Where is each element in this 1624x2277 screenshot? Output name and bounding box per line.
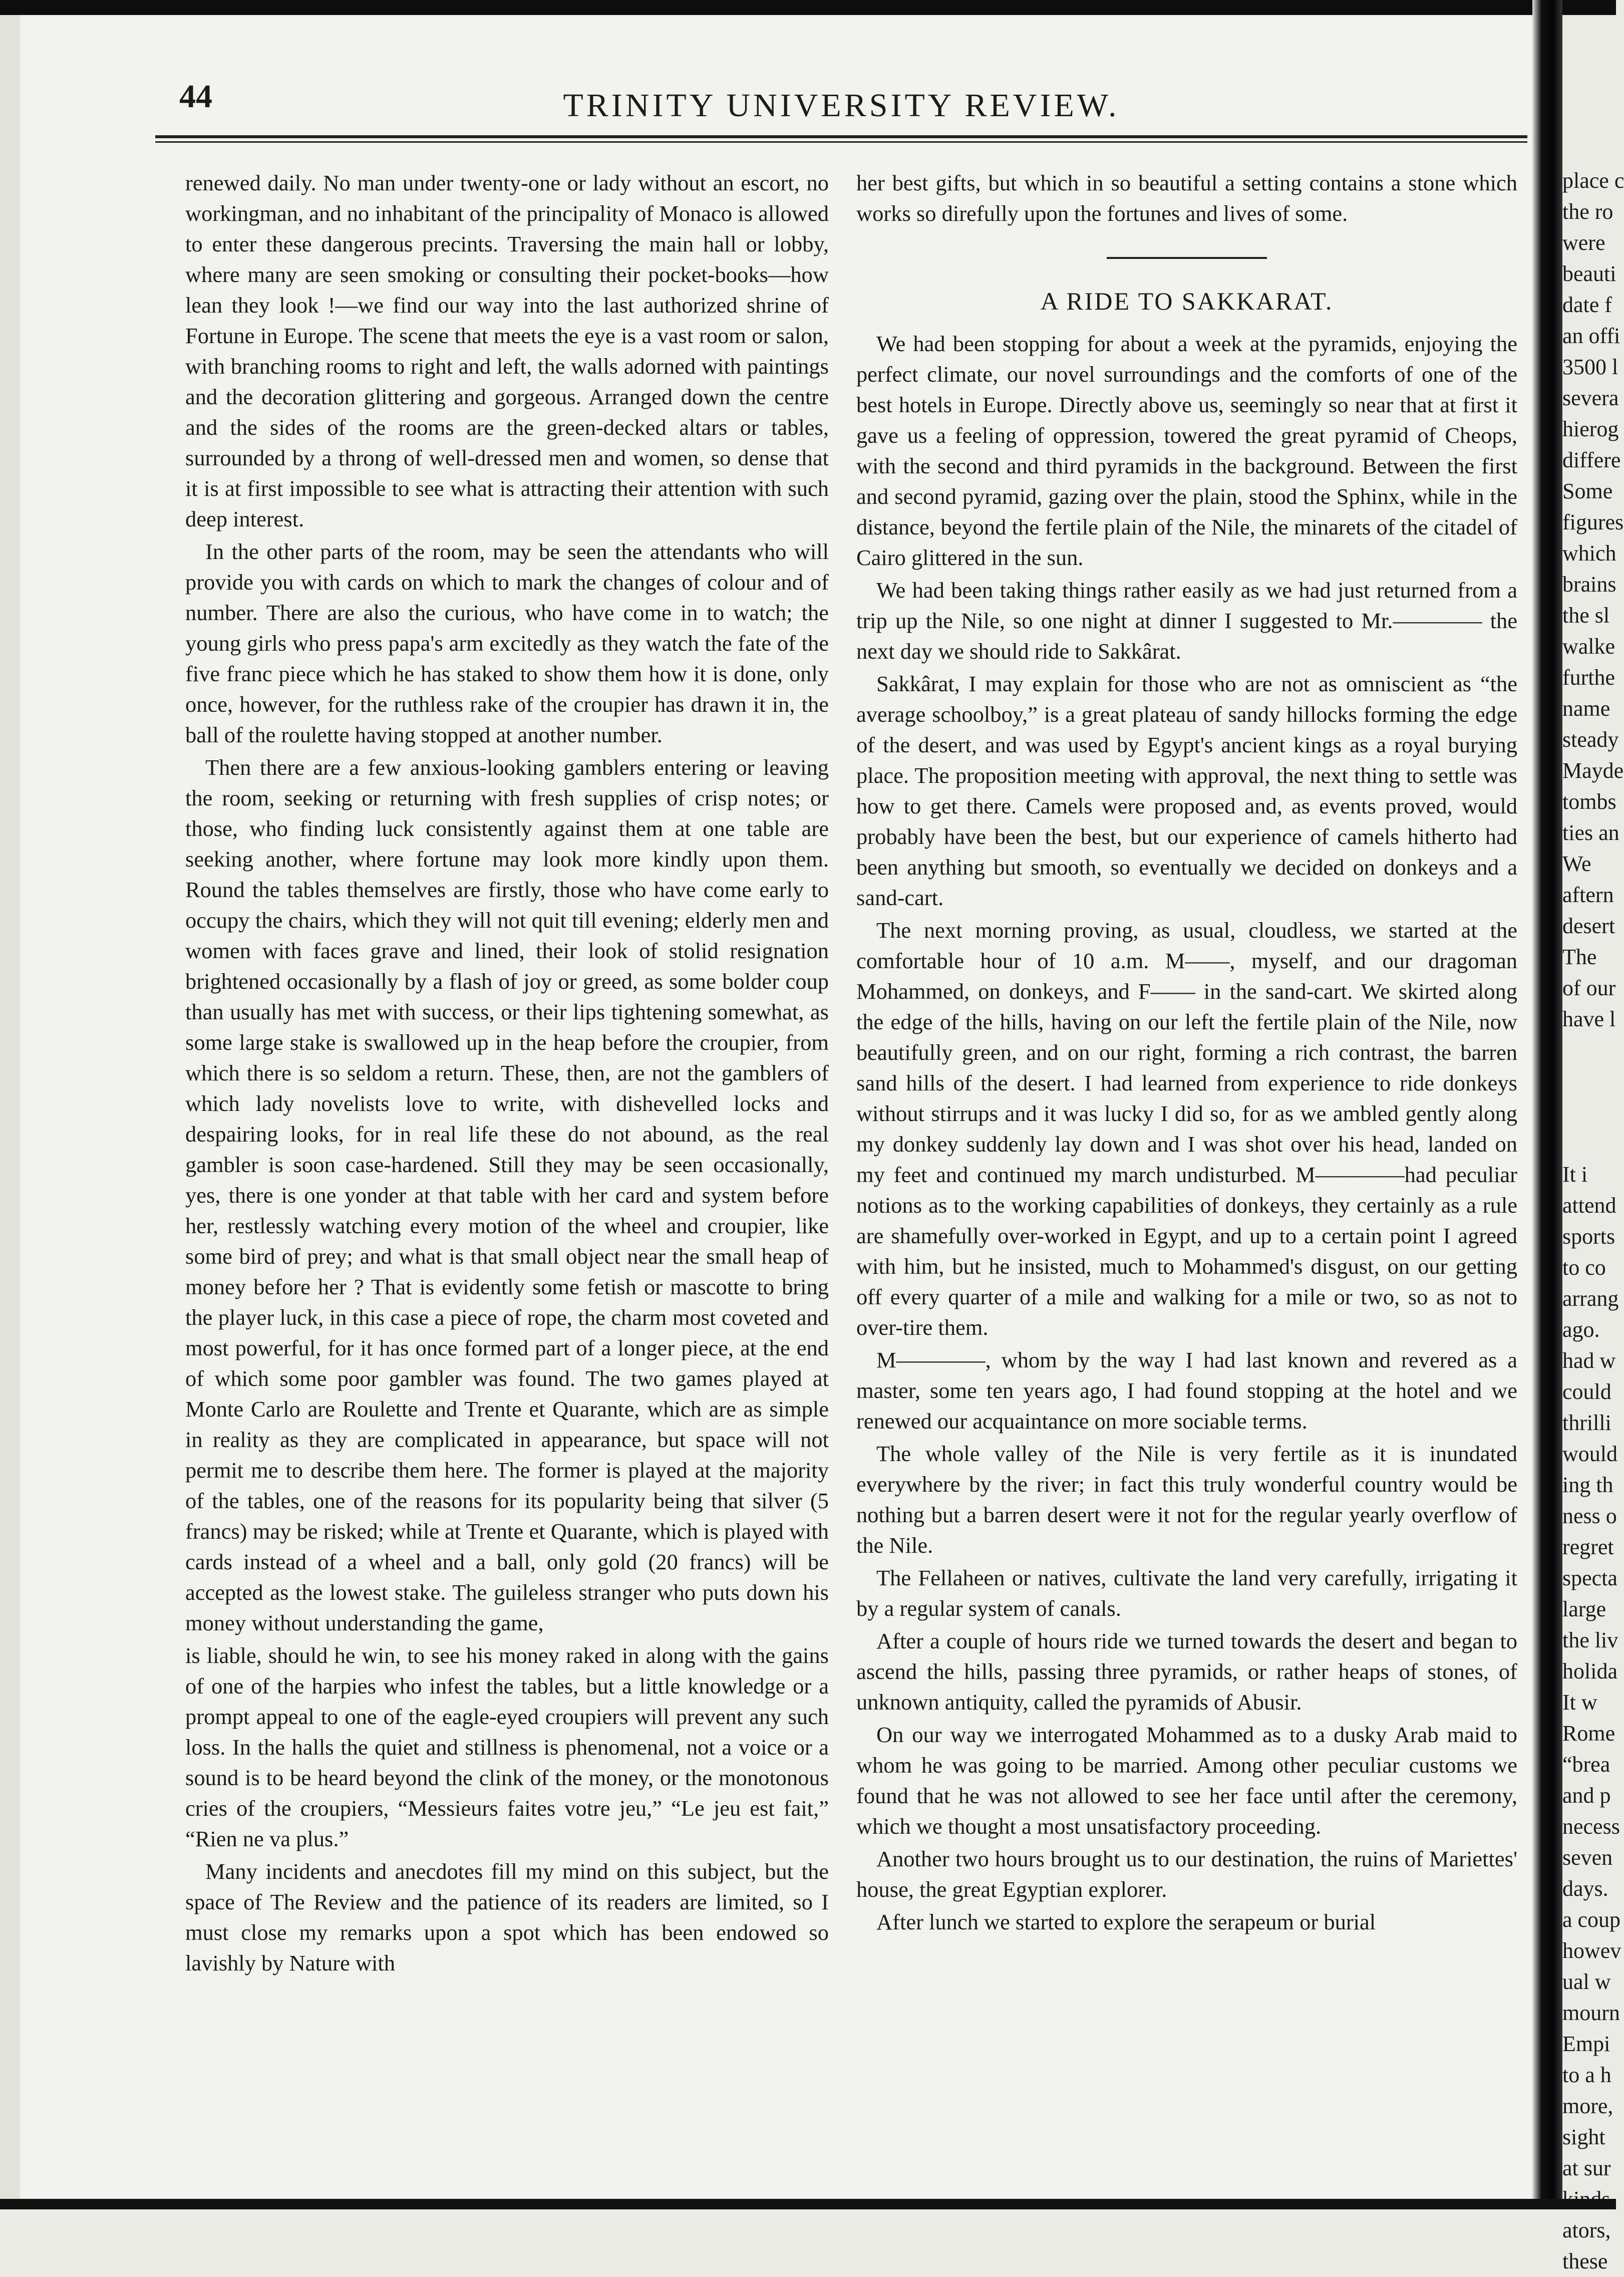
binding-gutter [1532, 0, 1562, 2209]
edge-line: of our [1562, 976, 1616, 1000]
edge-line: the ro [1562, 199, 1613, 224]
edge-line: figures [1562, 510, 1624, 534]
edge-line: thrilli [1562, 1410, 1611, 1435]
header-rule-thin [155, 141, 1527, 143]
edge-line: more, [1562, 2094, 1613, 2118]
paragraph: On our way we interrogated Mohammed as to a dusky Arab maid to whom he was going to be married. Among other peculiar customs we found that he was not allowed to see her face until after the ceremony, which we thought a most unsatisfactory proceeding. [856, 1722, 1517, 1839]
edge-line: ness o [1562, 1504, 1617, 1528]
edge-line: these [1562, 2249, 1608, 2273]
edge-fragments-bottom [1562, 1159, 1621, 2277]
edge-line: Mayde [1562, 758, 1624, 783]
edge-line: We [1562, 851, 1591, 876]
edge-line: brains [1562, 572, 1616, 597]
column-left [185, 168, 829, 2146]
edge-line: arrang [1562, 1286, 1619, 1311]
paragraph: We had been stopping for about a week at the pyramids, enjoying the perfect climate, our novel surroundings and the comforts of one of the best hotels in Europe. Directly above us, seemingly so near that at first it gave us a feeling of oppression, towered the great pyramid of Cheops, with the second and third pyramids in the background. Between the first and second pyramid, gazing over the plain, stood the Sphinx, while in the distance, beyond the fertile plain of the Nile, the minarets of the citadel of Cairo glittered in the sun. [856, 331, 1517, 570]
paragraph: The next morning proving, as usual, cloudless, we started at the comfortable hour of 10 a.m. M——, myself, and our dragoman Mohammed, on donkeys, and F—— in the sand-cart. We skirted along the edge of the hills, having on our left the fertile plain of the Nile, now beautifully green, and on our right, forming a rich contrast, the barren sand hills of the desert. I had learned from experience to ride donkeys without stirrups and it was lucky I did so, for as we ambled gently along my donkey suddenly lay down and I was shot over his head, landed on my feet and continued my march undisturbed. M————had peculiar notions as to the working capabilities of donkeys, they certainly as a rule are shamefully over-worked in Egypt, and up to a certain point I agreed with him, but he insisted, much to Mohammed's disgust, on our getting off every quarter of a mile and walking for a mile or two, so as not to over-tire them. [856, 918, 1517, 1340]
section-divider [1107, 257, 1267, 259]
paragraph: Many incidents and anecdotes fill my mind on this subject, but the space of The Review and the patience of its readers are limited, so I must close my remarks upon a spot which has been endowed so lavishly by Nature with [185, 1859, 829, 1975]
edge-line: ing th [1562, 1473, 1613, 1497]
edge-fragments-top [1562, 165, 1624, 1035]
edge-line: walke [1562, 634, 1615, 659]
journal-title: TRINITY UNIVERSITY REVIEW. [563, 87, 1120, 124]
edge-line: “brea [1562, 1752, 1610, 1777]
edge-line: ago. [1562, 1317, 1600, 1342]
paragraph: renewed daily. No man under twenty-one or lady without an escort, no workingman, and no inhabitant of the principality of Monaco is allowed to enter these dangerous precints. Traversing the main hall or lobby, where many are seen smoking or consulting their pocket-books—how lean they look !—we find our way into the last authorized shrine of Fortune in Europe. The scene that meets the eye is a vast room or salon, with branching rooms to right and left, the walls adorned with paintings and the decoration glittering and gorgeous. Arranged down the centre and the sides of the rooms are the green-decked altars or tables, surrounded by a throng of well-dressed men and women, so dense that it is at first impossible to see what is attracting their attention with such deep interest. [185, 170, 829, 531]
edge-line: sports [1562, 1224, 1615, 1249]
edge-line: differe [1562, 448, 1621, 472]
paragraph: After a couple of hours ride we turned towards the desert and began to ascend the hills, passing three pyramids, or rather heaps of stones, of unknown antiquity, called the pyramids of Abusir. [856, 1628, 1517, 1715]
edge-line: were [1562, 230, 1605, 255]
edge-line: had w [1562, 1348, 1616, 1373]
paragraph: We had been taking things rather easily as we had just returned from a trip up the Nile, so one night at dinner I suggested to Mr.———— the next day we should ride to Sakkârat. [856, 578, 1517, 664]
edge-line: regret [1562, 1535, 1614, 1559]
edge-line: ual w [1562, 1969, 1611, 1994]
edge-line: name [1562, 696, 1610, 721]
edge-line: and p [1562, 1783, 1611, 1808]
edge-line: Empi [1562, 2032, 1610, 2056]
edge-line: steady [1562, 727, 1619, 752]
edge-line: have l [1562, 1007, 1616, 1031]
edge-line: would [1562, 1442, 1617, 1466]
column-middle [856, 168, 1517, 2146]
article-title: A RIDE TO SAKKARAT. [1040, 287, 1334, 315]
edge-line: the liv [1562, 1628, 1618, 1652]
paragraph: Sakkârat, I may explain for those who are not as omniscient as “the average schoolboy,” is a great plateau of sandy hillocks forming the edge of the desert, and was used by Egypt's ancient kings as a royal burying place. The proposition meeting with approval, the next thing to settle was how to get there. Camels were proposed and, as events proved, would probably have been the best, but our experience of camels hitherto had been anything but smooth, so eventually we decided on donkeys and a sand-cart. [856, 671, 1517, 910]
paragraph: M————, whom by the way I had last known and revered as a master, some ten years ago, I had found stopping at the hotel and we renewed our acquaintance on more sociable terms. [856, 1347, 1517, 1434]
column-edge-next-page [1562, 165, 1624, 2273]
edge-line: severa [1562, 386, 1619, 410]
edge-line: an offi [1562, 324, 1620, 348]
edge-line: hierog [1562, 417, 1619, 441]
edge-line: ties an [1562, 820, 1619, 845]
edge-line: could [1562, 1379, 1611, 1404]
edge-line: at sur [1562, 2156, 1611, 2180]
edge-line: mourn [1562, 2001, 1620, 2025]
edge-line: howev [1562, 1938, 1621, 1963]
edge-line: Rome [1562, 1721, 1615, 1746]
edge-line: aftern [1562, 883, 1614, 907]
edge-line: holida [1562, 1659, 1617, 1683]
paragraph: Another two hours brought us to our destination, the ruins of Mariettes' house, the great Egyptian explorer. [856, 1846, 1517, 1902]
edge-line: days. [1562, 1876, 1608, 1901]
edge-line: attend [1562, 1193, 1616, 1218]
edge-line: The [1562, 945, 1597, 969]
edge-line: ators, [1562, 2218, 1611, 2242]
edge-line: which [1562, 541, 1616, 565]
edge-line: It w [1562, 1690, 1597, 1715]
paragraph: The whole valley of the Nile is very fertile as it is inundated everywhere by the river; in fact this truly wonderful country would be nothing but a barren desert were it not for the regular yearly overflow of the Nile. [856, 1441, 1517, 1558]
page-header [160, 78, 1522, 143]
edge-line: seven [1562, 1845, 1613, 1870]
edge-line: sight [1562, 2125, 1605, 2149]
edge-line: to co [1562, 1255, 1606, 1280]
edge-line: 3500 l [1562, 355, 1618, 379]
edge-line: Some [1562, 479, 1613, 503]
edge-line: a coup [1562, 1907, 1621, 1932]
edge-line: date f [1562, 293, 1612, 317]
edge-line: desert [1562, 914, 1615, 938]
edge-line: to a h [1562, 2063, 1611, 2087]
article-continuation: her best gifts, but which in so beautiful a setting contains a stone which works so direfully upon the fortunes and lives of some. [856, 170, 1517, 226]
paragraph: In the other parts of the room, may be seen the attendants who will provide you with cards on which to mark the changes of colour and of number. There are also the curious, who have come in to watch; the young girls who press papa's arm excitedly as they watch the fate of the five franc piece which he has staked to show them how it is done, only once, however, for the ruthless rake of the croupier has drawn it in, the ball of the roulette having stopped at another number. [185, 539, 829, 747]
edge-line: tombs [1562, 789, 1616, 814]
paragraph: After lunch we started to explore the serapeum or burial [876, 1909, 1376, 1934]
edge-line: furthe [1562, 665, 1615, 690]
paragraph: is liable, should he win, to see his money raked in along with the gains of one of the harpies who infest the tables, but a little knowledge or a prompt appeal to one of the eagle-eyed croupiers will prevent any such loss. In the halls the quiet and stillness is phenomenal, not a voice or a sound is to be heard beyond the clink of the money, or the monotonous cries of the croupiers, “Messieurs faites votre jeu,” “Le jeu est fait,” “Rien ne va plus.” [185, 1643, 829, 1851]
scan-top-edge [0, 0, 1616, 15]
scan-bottom-edge [0, 2199, 1616, 2209]
paragraph: The Fellaheen or natives, cultivate the land very carefully, irrigating it by a regular system of canals. [856, 1565, 1517, 1621]
edge-line: beauti [1562, 261, 1616, 286]
edge-line: the sl [1562, 603, 1610, 628]
edge-line: place c [1562, 168, 1624, 193]
page-margin-left [0, 0, 20, 2209]
header-rule-thick [155, 135, 1527, 138]
edge-line: necess [1562, 1814, 1620, 1839]
edge-line: It i [1562, 1162, 1588, 1187]
edge-line: large [1562, 1597, 1606, 1621]
page-number: 44 [179, 78, 212, 115]
edge-line: specta [1562, 1566, 1617, 1590]
paragraph: Then there are a few anxious-looking gamblers entering or leaving the room, seeking or returning with fresh supplies of crisp notes; or those, who finding luck consistently against them at one table are seeking another, where fortune may look more kindly upon them. Round the tables themselves are firstly, those who have come early to occupy the chairs, which they will not quit till evening; elderly men and women with faces grave and lined, their look of stolid resignation brightened occasionally by a flash of joy or greed, as some bolder coup than usually has met with success, or their lips tightening somewhat, as some large stake is swallowed up in the heap before the croupier, from which there is so seldom a return. These, then, are not the gamblers of which lady novelists love to write, with dishevelled locks and despairing looks, for in real life these do not abound, as the real gambler is soon case-hardened. Still they may be seen occasionally, yes, there is one yonder at that table with her card and system before her, restlessly watching every motion of the wheel and croupier, like some bird of prey; and what is that small object near the small heap of money before her ? That is evidently some fetish or mascotte to bring the player luck, in this case a piece of rope, the charm most coveted and most powerful, for it has once formed part of a longer piece, at the end of which some poor gambler was found. The two games played at Monte Carlo are Roulette and Trente et Quarante, which are as simple in reality as they are complicated in appearance, but space will not permit me to describe them here. The former is played at the majority of the tables, one of the reasons for its popularity being that silver (5 francs) may be risked; while at Trente et Quarante, which is played with cards instead of a wheel and a ball, only gold (20 francs) will be accepted as the lowest stake. The guileless stranger who puts down his money without understanding the game, [185, 755, 829, 1635]
